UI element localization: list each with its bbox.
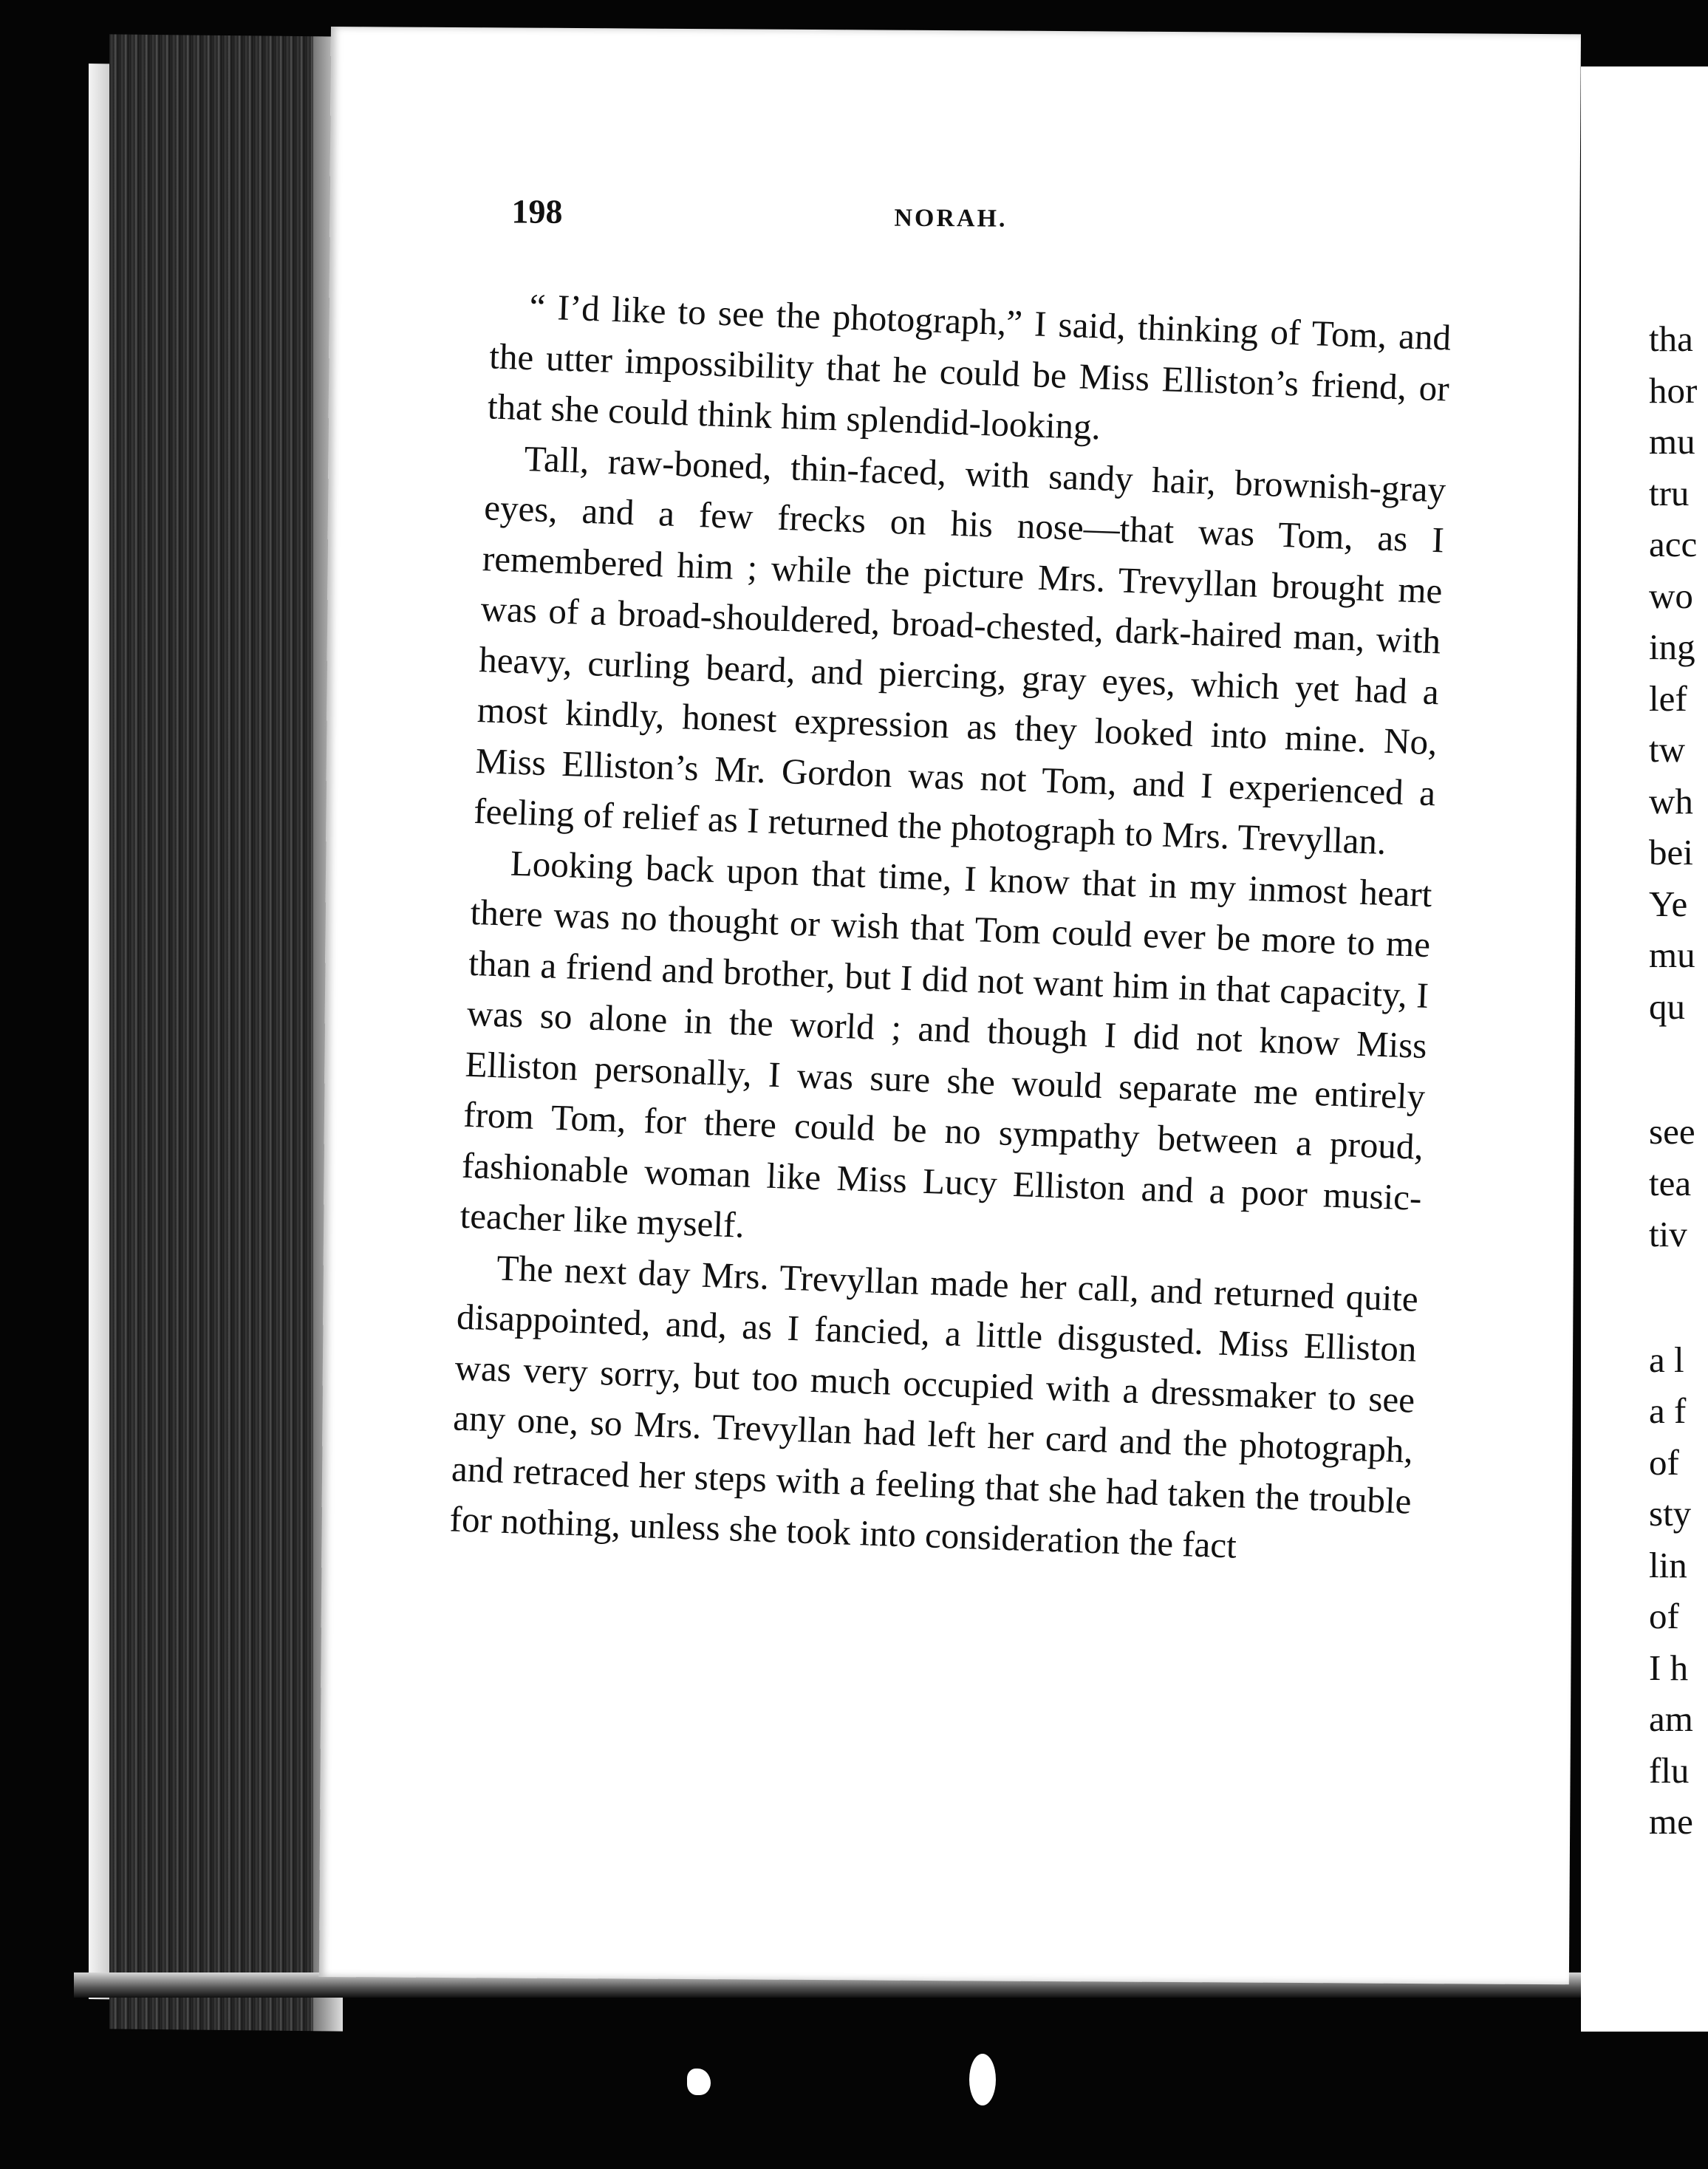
paragraph — [473, 432, 1446, 870]
fragment-line: see — [1649, 1111, 1695, 1152]
paragraph-text: “ I’d like to see the photograph,” I said, thinking of Tom, and the utter impossibility that he could be Miss Elliston’s friend, or that she could think him splendid-looking. — [487, 286, 1452, 448]
fragment-line: Ye — [1649, 883, 1688, 924]
right-page-text-fragments — [1649, 313, 1708, 1848]
fragment-line: mu — [1649, 421, 1695, 462]
fragment-line: tru — [1649, 472, 1690, 513]
fragment-line: tw — [1649, 729, 1685, 770]
fragment-line: wo — [1649, 575, 1693, 616]
fragment-line: ing — [1649, 626, 1695, 667]
fragment-line: of — [1649, 1441, 1679, 1483]
fragment-line: flu — [1649, 1749, 1690, 1791]
fragment-line: lef — [1649, 677, 1687, 719]
fragment-gap — [1649, 1032, 1708, 1106]
book-clasp-mark — [687, 2069, 711, 2095]
page-header — [511, 191, 1398, 241]
fragment-line: hor — [1649, 369, 1698, 411]
fragment-line: sty — [1649, 1493, 1692, 1534]
fragment-line: me — [1649, 1801, 1693, 1842]
fragment-line: of — [1649, 1596, 1679, 1636]
fragment-line: wh — [1649, 780, 1693, 822]
paragraph-text: Tall, raw-boned, thin-faced, with sandy hair, brownish-gray eyes, and a few frecks on his nose—that was Tom, as I remembered him ; while the picture Mrs. Trevyllan brought me was of a broad-shouldered, broad-chested, dark-haired man, with heavy, curling beard, and piercing, gray eyes, which yet had a most kindly, honest expression as they looked into mine. No, Miss Elliston’s Mr. Gordon was not Tom, and I experienced a feeling of relief as I returned the photograph to Mrs. Trevyllan. — [473, 437, 1446, 862]
left-page — [319, 27, 1581, 1984]
paragraph — [460, 836, 1433, 1274]
paragraph — [449, 1241, 1419, 1577]
book-clasp-mark — [969, 2054, 996, 2105]
page-number: 198 — [511, 192, 563, 230]
fragment-line: a f — [1649, 1390, 1687, 1431]
paragraph-text: Looking back upon that time, I know that in my inmost heart there was no thought or wish that Tom could ever be more to me than a friend and brother, but I did not want him in that capacity, I was so alone in the world ; and though I did not know Miss Elliston personally, I was sure she would separate me entirely from Tom, for there could be no sympathy between a proud, fashionable woman like Miss Lucy Elliston and a poor music-teacher like myself. — [459, 842, 1433, 1246]
fragment-line: qu — [1649, 986, 1685, 1027]
book-page-edges — [109, 34, 343, 2031]
fragment-line: tha — [1649, 318, 1693, 359]
fragment-line: bei — [1649, 832, 1693, 872]
fragment-line: a l — [1649, 1339, 1684, 1380]
body-text — [449, 280, 1452, 1577]
running-title: NORAH. — [894, 204, 1008, 233]
fragment-line: tea — [1649, 1162, 1692, 1203]
fragment-line: I h — [1649, 1647, 1689, 1688]
fragment-line: am — [1649, 1698, 1693, 1739]
fragment-line: lin — [1649, 1544, 1687, 1585]
fragment-line: acc — [1649, 524, 1698, 564]
fragment-line: tiv — [1649, 1214, 1687, 1254]
fragment-gap — [1649, 1260, 1708, 1334]
paragraph-text: The next day Mrs. Trevyllan made her call, and returned quite disappointed, and, as I fancied, a little disgusted. Miss Elliston was very sorry, but too much occupied with a dressmaker to see any one, so Mrs. Trevyllan had left her card and the photograph, and retraced her steps with a feeling that she had taken the trouble for nothing, unless she took into consideration the fact — [448, 1246, 1419, 1566]
fragment-line: mu — [1649, 935, 1695, 975]
